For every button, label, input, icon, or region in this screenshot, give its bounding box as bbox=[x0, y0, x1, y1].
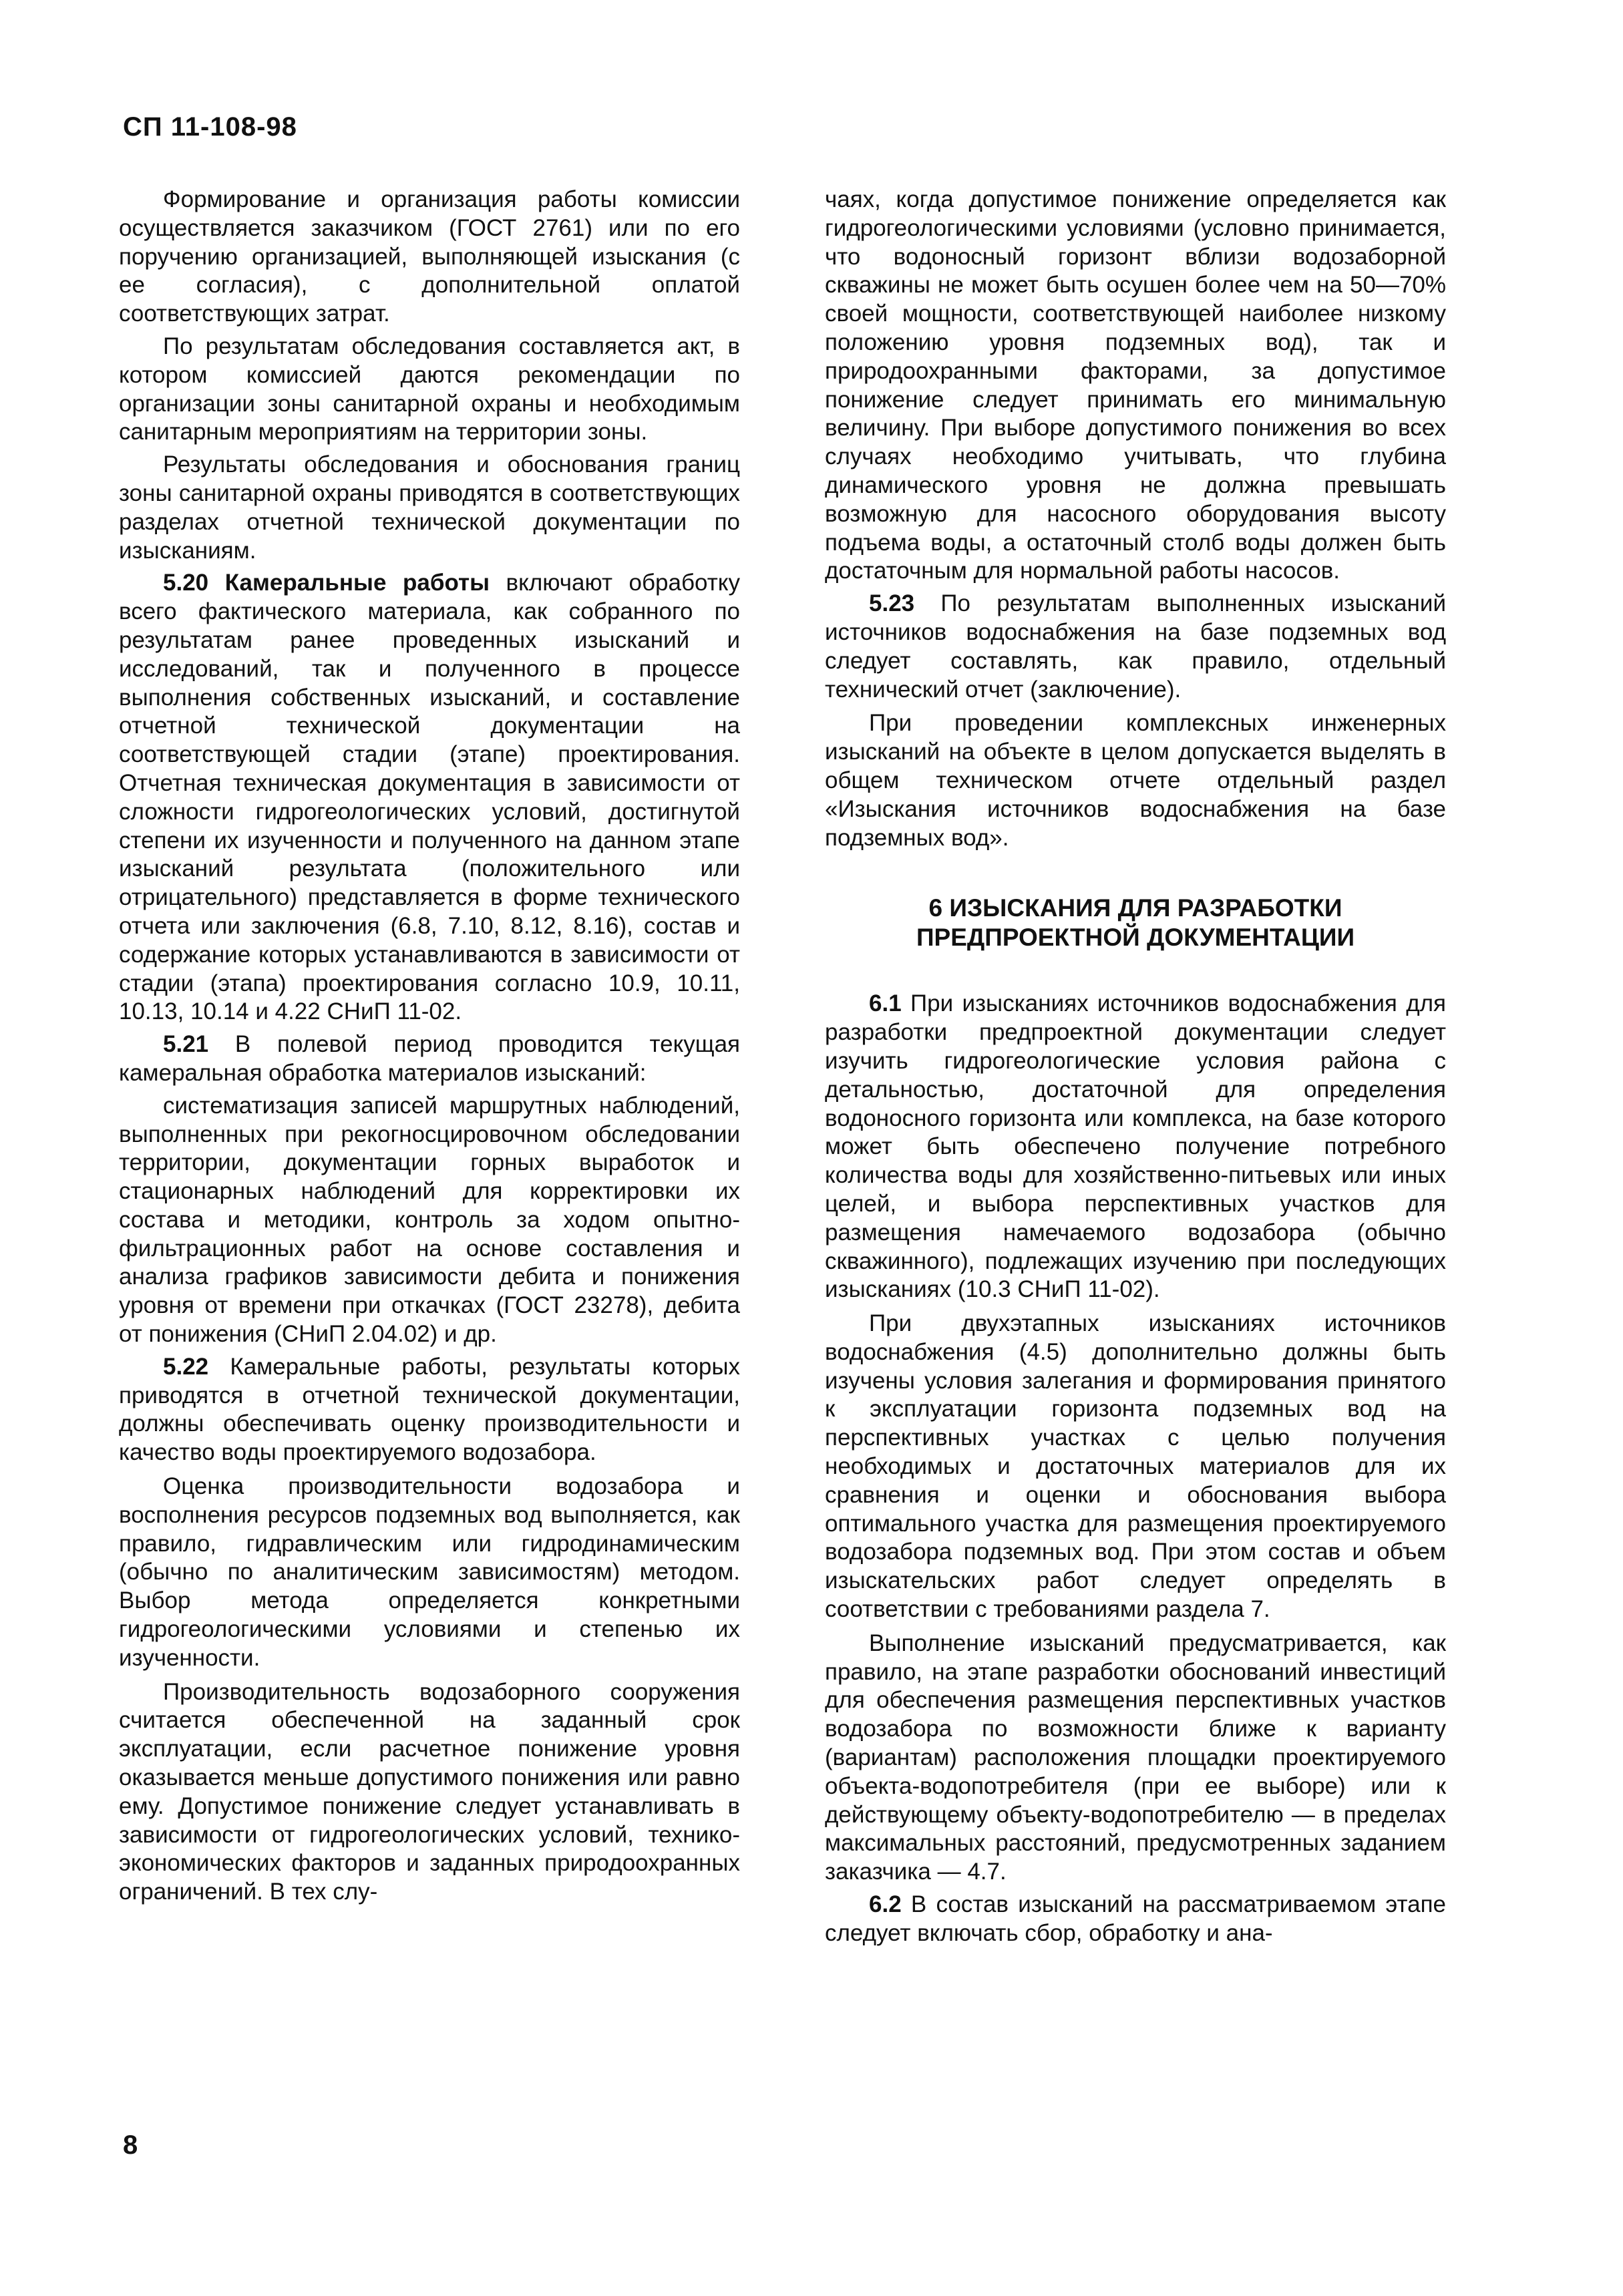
clause-number: 6.1 bbox=[869, 990, 902, 1017]
section-heading-line: ПРЕДПРОЕКТНОЙ ДОКУМЕНТАЦИИ bbox=[916, 924, 1355, 952]
paragraph: Результаты обследования и обоснования границ зоны санитарной охраны приводятся в соответствующих разделах отчетной технической документации по изысканиям. bbox=[119, 451, 740, 564]
clause-text: При изысканиях источников водоснабжения для разработки предпроектной документации следует изучить гидрогеологические условия района с детальностью, достаточной для определения водоносного горизонта или комплекса, на базе которого может быть обеспечено получение потребного количества воды для хозяйственно-питьевых или иных целей, и выбора перспективных участков для размещения намечаемого водозабора (обычно скважинного), подлежащих изучению при последующих изысканиях (10.3 СНиП 11-02). bbox=[825, 990, 1446, 1303]
paragraph-5-22 bbox=[119, 1353, 740, 1467]
paragraph: чаях, когда допустимое понижение определяется как гидрогеологическими условиями (условно принимается, что водоносный горизонт вблизи водозаборной скважины не может быть осушен более чем на 50—70% своей мощности, соответствующей наиболее низкому положению уровня подземных вод), так и природоохранными факторами, за допустимое понижение следует принимать его минимальную величину. При выборе допустимого понижения во всех случаях необходимо учитывать, что глубина динамического уровня не должна превышать возможную для насосного оборудования высоту подъема воды, а остаточный столб воды должен быть достаточным для нормальной работы насосов. bbox=[825, 186, 1446, 584]
right-column bbox=[825, 186, 1446, 1952]
clause-text: По результатам выполненных изысканий источников водоснабжения на базе подземных вод следует составлять, как правило, отдельный технический отчет (заключение). bbox=[825, 590, 1446, 703]
clause-number: 5.23 bbox=[869, 590, 915, 617]
left-column bbox=[119, 186, 740, 1911]
clause-number: 5.22 bbox=[163, 1353, 209, 1380]
section-heading bbox=[825, 894, 1446, 952]
paragraph: При проведении комплексных инженерных изысканий на объекте в целом допускается выделять в общем техническом отчете отдельный раздел «Изыскания источников водоснабжения на базе подземных вод». bbox=[825, 710, 1446, 851]
paragraph: Производительность водозаборного сооружения считается обеспеченной на заданный срок эксплуатации, если расчетное понижение уровня оказывается меньше допустимого понижения или равно ему. Допустимое понижение следует устанавливать в зависимости от гидрогеологических условий, технико-экономических факторов и заданных природоохранных ограничений. В тех слу- bbox=[119, 1678, 740, 1905]
clause-text: Камеральные работы, результаты которых приводятся в отчетной технической документации, должны обеспечивать оценку производительности и качество воды проектируемого водозабора. bbox=[119, 1353, 740, 1466]
paragraph: Оценка производительности водозабора и восполнения ресурсов подземных вод выполняется, как правило, гидравлическим или гидродинамическим (обычно по аналитическим зависимостям) методом. Выбор метода определяется конкретными гидрогеологическими условиями и степенью их изученности. bbox=[119, 1473, 740, 1671]
paragraph: По результатам обследования составляется акт, в котором комиссией даются рекомендации по организации зоны санитарной охраны и необходимым санитарным мероприятиям на территории зоны. bbox=[119, 333, 740, 445]
clause-text: В состав изысканий на рассматриваемом этапе следует включать сбор, обработку и ана- bbox=[825, 1891, 1446, 1946]
paragraph-6-1 bbox=[825, 990, 1446, 1304]
clause-text: В полевой период проводится текущая камеральная обработка материалов изысканий: bbox=[119, 1031, 740, 1086]
clause-text: включают обработку всего фактического материала, как собранного по результатам ранее проведенных изысканий и исследований, так и полученного в процессе выполнения собственных изысканий, и составление отчетной технической документации на соответствующей стадии (этапе) проектирования. Отчетная техническая документация в зависимости от сложности гидрогеологических условий, достигнутой степени их изученности и полученного на данном этапе изысканий результата (положительного или отрицательного) представляется в форме технического отчета или заключения (6.8, 7.10, 8.12, 8.16), состав и содержание которых устанавливаются в зависимости от стадии (этапа) проектирования согласно 10.9, 10.11, 10.13, 10.14 и 4.22 СНиП 11-02. bbox=[119, 570, 740, 1025]
clause-number: 6.2 bbox=[869, 1891, 902, 1918]
document-code: СП 11-108-98 bbox=[123, 112, 297, 142]
paragraph: Формирование и организация работы комиссии осуществляется заказчиком (ГОСТ 2761) или по его поручению организацией, выполняющей изыскания (с ее согласия), с дополнительной оплатой соответствующих затрат. bbox=[119, 186, 740, 327]
paragraph-5-21 bbox=[119, 1030, 740, 1088]
clause-term: Камеральные работы bbox=[224, 570, 490, 596]
clause-number: 5.20 bbox=[163, 570, 209, 596]
paragraph-5-23 bbox=[825, 590, 1446, 704]
paragraph-5-20 bbox=[119, 569, 740, 1026]
paragraph-6-2 bbox=[825, 1891, 1446, 1948]
paragraph: При двухэтапных изысканиях источников водоснабжения (4.5) дополнительно должны быть изучены условия залегания и формирования принятого к эксплуатации горизонта подземных вод на перспективных участках с целью получения необходимых и достаточных материалов для их сравнения и оценки и обоснования выбора оптимального участка для размещения проектируемого водозабора подземных вод. При этом состав и объем изыскательских работ следует определять в соответствии с требованиями раздела 7. bbox=[825, 1310, 1446, 1623]
page-number: 8 bbox=[123, 2130, 138, 2160]
paragraph: систематизация записей маршрутных наблюдений, выполненных при рекогносцировочном обследовании территории, документации горных выработок и стационарных наблюдений для корректировки их состава и методики, контроль за ходом опытно-фильтрационных работ на основе составления и анализа графиков зависимости дебита и понижения уровня от времени при откачках (ГОСТ 23278), дебита от понижения (СНиП 2.04.02) и др. bbox=[119, 1092, 740, 1348]
section-heading-line: 6 ИЗЫСКАНИЯ ДЛЯ РАЗРАБОТКИ bbox=[928, 894, 1342, 922]
paragraph: Выполнение изысканий предусматривается, как правило, на этапе разработки обоснований инвестиций для обеспечения размещения перспективных участков водозабора по возможности ближе к варианту (вариантам) расположения площадки проектируемого объекта-водопотребителя (при ее выборе) или к действующему объекту-водопотребителю — в пределах максимальных расстояний, предусмотренных заданием заказчика — 4.7. bbox=[825, 1630, 1446, 1885]
clause-number: 5.21 bbox=[163, 1031, 209, 1058]
